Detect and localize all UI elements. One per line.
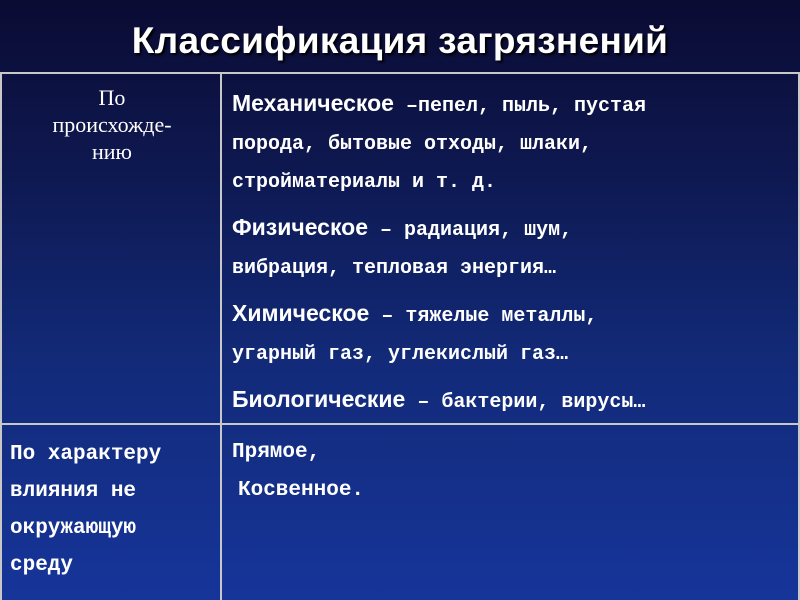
entry-text-line: пепел, пыль, пустая bbox=[417, 95, 647, 118]
row-label-impact bbox=[10, 436, 220, 584]
entry-text-line: бактерии, вирусы… bbox=[441, 391, 646, 414]
label-line: нию bbox=[92, 139, 132, 164]
term-biological: Биологические bbox=[232, 386, 406, 412]
label-line: происхожде- bbox=[52, 112, 172, 137]
entry-chemical bbox=[232, 294, 792, 374]
slide-title: Классификация загрязнений bbox=[131, 20, 669, 61]
table-row-divider bbox=[0, 423, 800, 425]
table-column-divider bbox=[220, 72, 222, 600]
term-physical: Физическое bbox=[232, 214, 369, 240]
label-line: влияния не bbox=[10, 480, 137, 503]
entry-biological bbox=[232, 380, 792, 422]
entry-impact-types bbox=[232, 434, 792, 510]
label-line: По характеру bbox=[10, 443, 162, 466]
entry-text-line: вибрация, тепловая энергия… bbox=[232, 257, 557, 280]
term-separator: – bbox=[393, 95, 418, 118]
entry-physical bbox=[232, 208, 792, 288]
entry-text-line: тяжелые металлы, bbox=[405, 305, 598, 328]
term-separator: – bbox=[405, 391, 442, 414]
entry-text-line: стройматериалы и т. д. bbox=[232, 171, 497, 194]
label-line: среду bbox=[10, 554, 74, 577]
table-border-left bbox=[0, 72, 2, 600]
table-border-top bbox=[0, 72, 800, 74]
term-separator: – bbox=[368, 219, 405, 242]
term-mechanical: Механическое bbox=[232, 90, 394, 116]
entry-indirect: Косвенное. bbox=[238, 479, 365, 502]
row-label-origin bbox=[4, 84, 220, 165]
entry-text-line: порода, бытовые отходы, шлаки, bbox=[232, 133, 593, 156]
entry-text-line: угарный газ, углекислый газ… bbox=[232, 343, 569, 366]
entry-mechanical bbox=[232, 84, 792, 202]
label-line: По bbox=[98, 85, 126, 110]
entry-direct: Прямое, bbox=[232, 441, 321, 464]
label-line: окружающую bbox=[10, 517, 137, 540]
term-chemical: Химическое bbox=[232, 300, 370, 326]
term-separator: – bbox=[369, 305, 406, 328]
entry-text-line: радиация, шум, bbox=[404, 219, 573, 242]
